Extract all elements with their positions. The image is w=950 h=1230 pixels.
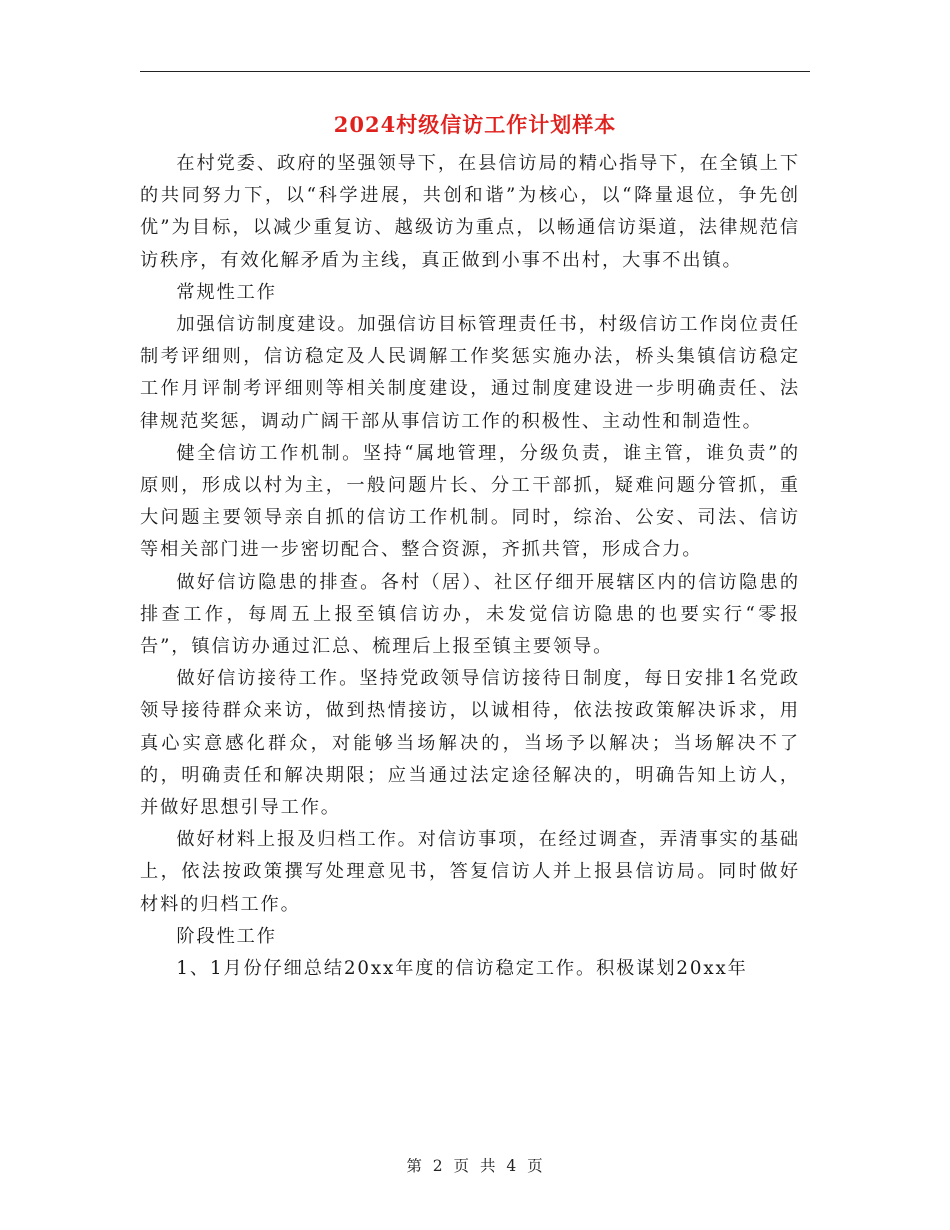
paragraph-system-building: 加强信访制度建设。加强信访目标管理责任书，村级信访工作岗位责任制考评细则，信访稳定及人民调解工作奖惩实施办法，桥头集镇信访稳定工作月评制考评细则等相关制度建设，通过制度建设进一步明确责任、法律规范奖惩，调动广阔干部从事信访工作的积极性、主动性和制造性。 — [140, 314, 800, 432]
section-heading-phased: 阶段性工作 — [176, 925, 277, 947]
paragraph-intro: 在村党委、政府的坚强领导下，在县信访局的精心指导下，在全镇上下的共同努力下，以“科学进展，共创和谐”为核心，以“降量退位，争先创优”为目标，以减少重复访、越级访为重点，以畅通信访渠道，法律规范信访秩序，有效化解矛盾为主线，真正做到小事不出村，大事不出镇。 — [140, 153, 800, 271]
paragraph-reception: 做好信访接待工作。坚持党政领导信访接待日制度，每日安排1名党政领导接待群众来访，做到热情接访，以诚相待，依法按政策解决诉求，用真心实意感化群众，对能够当场解决的，当场予以解决；当场解决不了的，明确责任和解决期限；应当通过法定途径解决的，明确告知上访人，并做好思想引导工作。 — [140, 668, 800, 819]
paragraph-january: 1、1月份仔细总结20xx年度的信访稳定工作。积极谋划20xx年 — [176, 958, 748, 980]
paragraph-risk-screening: 做好信访隐患的排查。各村（居）、社区仔细开展辖区内的信访隐患的排查工作，每周五上报至镇信访办，未发觉信访隐患的也要实行“零报告”，镇信访办通过汇总、梳理后上报至镇主要领导。 — [140, 571, 800, 658]
document-title: 2024村级信访工作计划样本 — [333, 112, 617, 137]
document-body — [140, 148, 800, 985]
header-rule — [140, 71, 810, 72]
page-number-footer: 第 2 页 共 4 页 — [406, 1157, 544, 1175]
paragraph-work-mechanism: 健全信访工作机制。坚持“属地管理，分级负责，谁主管，谁负责”的原则，形成以村为主，一般问题片长、分工干部抓，疑难问题分管抓，重大问题主要领导亲自抓的信访工作机制。同时，综治、公安、司法、信访等相关部门进一步密切配合、整合资源，齐抓共管，形成合力。 — [140, 442, 800, 561]
paragraph-archiving: 做好材料上报及归档工作。对信访事项，在经过调查，弄清事实的基础上，依法按政策撰写处理意见书，答复信访人并上报县信访局。同时做好材料的归档工作。 — [140, 829, 800, 915]
section-heading-routine: 常规性工作 — [176, 281, 277, 303]
